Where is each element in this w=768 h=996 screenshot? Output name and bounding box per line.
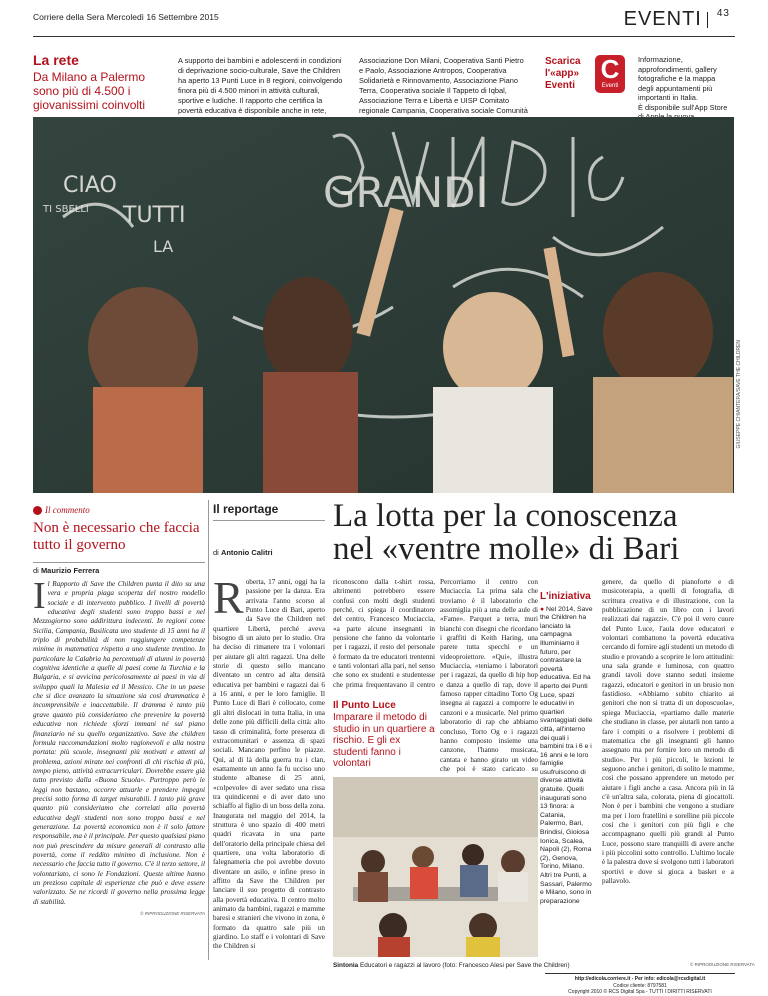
footer-copyright xyxy=(545,973,735,996)
paper-name: Corriere della Sera xyxy=(33,12,105,22)
main-photo-chalkboard xyxy=(33,117,734,493)
commento-body: Il Rapporto di Save the Children punta il dito su una vera e propria piaga scoperta del nostro modello sociale e di intervento pubblico. I livelli di povertà educativa degli studenti sono troppo bassi e nel Mezzogiorno sono addirittura indecenti. In regioni come Sicilia, Campania, Basilicata uno studente di 15 anni ha il triplo di probabilità di non raggiungere competenze minime in matematica rispetto a uno studente trentino. In particolare la Calabria ha percentuali di alunni in povertà cognitiva identiche a quelle di paesi come la Turchia e la Bulgaria, e si avvicina pericolosamente ai paesi in via di sviluppo quali la Malesia ed il Messico. Che in un paese che si dice avanzato la situazione sia così drammatica è incomprensibile e inaccettabile. Il dramma è tanto più grave quanto più consideriamo che prevenire la povertà educativa non richiede sforzi immani né sul piano finanziario né su quello organizzativo. Save the children formula raccomandazioni molto ragionevoli e alla nostra portata: più scuole, insegnanti più motivati e attenti al problema, azioni mirate nei confronti di chi rischia di più, tempo pieno, attività extracurriculari. Dovrebbe essere già tutto previsto dalla «Buona Scuola». Purtroppo però le leggi non bastano, occorre attuarle e prendere impegni precisi sotto forma di target misurabili. I tanto più grave quanto più consideriamo che correlati alla povertà educativa degli studenti non sono troppo bassi e nel generazione. La povertà economica non è il solo fattore responsabile, ma è il principale. Per questo qualsiasi piano non può prescindere da misure generali di contrasto alla povertà, come il reddito minimo di inclusione. Non è necessario che faccia tutto il governo. C'è il terzo settore, il volontariato, ci sono le Fondazioni. Queste ultime hanno un prezioso capitale di esperienze che può e deve essere valorizzato. Se ne ricordi il governo nella prossima legge di stabilità. © RIPRODUZIONE RISERVATA xyxy=(33,575,205,917)
rete-subtitle: Da Milano a Palermo sono più di 4.500 i giovanissimi coinvolti xyxy=(33,70,146,112)
caption-label: Sintonia xyxy=(333,962,359,969)
page-number: 43 xyxy=(716,8,730,19)
footer-rights: Copyright 2010 © RCS Digital Spa - TUTTI I DIRITTI RISERVATI xyxy=(568,989,712,995)
rete-title: La rete xyxy=(33,52,79,68)
reportage-col2: riconoscono dalla t-shirt rossa, altrimenti potrebbero essere confusi con molti degli studenti perché, ci spiega il coordinatore del centro, Francesco Muciaccia, «a parte alcune insegnanti in pensione che fanno da volontarie per i ragazzi, il resto del personale è formato da tre educatori trentenni e tanti volontari alla pari, nel senso che sono ex studenti e studentesse che prima frequentavano il centro xyxy=(333,578,435,689)
photo-caption xyxy=(333,962,593,969)
header-paper-date xyxy=(33,12,219,22)
footer-link[interactable]: http://edicola.corriere.it - Per info: edicola@rcsdigital.it xyxy=(574,976,706,982)
eventi-app-icon[interactable] xyxy=(595,55,625,93)
punto-luce-title: Il Punto Luce xyxy=(333,700,396,711)
app-icon-label: Eventi xyxy=(601,83,619,89)
app-promo-info: Informazione, approfondimenti, gallery fotografiche e la mappa degli appuntamenti più importanti in Italia. È disponibile sull'App Store xyxy=(638,55,728,112)
reportage-col1: Roberta, 17 anni, oggi ha la passione per la danza. Era arrivata l'anno scorso al Punto Luce di Bari, aperto da Save the Children nel quartiere Libertà, perché aveva bisogno di un aiuto per lo studio. Ora ha deciso di rimanere tra i volontari per aiutare gli altri ragazzi. Una delle storie di questo sello mancano diventato un centro ad alta densità educativa per bambini e ragazzi dai 6 a 16 anni, e per le loro famiglie. Il Punto Luce di Bari è collocato, come gli altri dislocati in tutta Italia, in una delle zone più difficili della città: alto tasso di criminalità, forte presenza di extracomunitari e assenza di spazi sociali. Mancano perfino le piazze. Qui, al di là della guerra tra i clan, esattamente un anno fa fu ucciso uno studente albanese di 25 anni, «colpevole» di aver sedato una rissa tra quindicenni e di aver dato uno schiaffo al figlio di un boss della zona. Inaugurata nel maggio del 2014, la struttura è uno spazio di 400 metri quadri ricavata in una parte dell'oratorio della principale chiesa del quartiere, una volta laboratorio di falegnameria che poi avrebbe dovuto diventare un asilo, e infine preso in affitto da Save the Children per lanciare il suo progetto di contrasto alla povertà educativa. Il centro molto animato da bambini, ragazzi e mamme baresi e stranieri che vivono in zona, è formato da quattro sale più un giardino. Lo staff e i volontari di Save the Children si xyxy=(213,578,325,951)
rete-text-col1: A supporto dei bambini e adolescenti in condizioni di deprivazione socio-culturale, Save the Children ha aperto 13 Punti Luce in 8 regioni, coinvolgendo finora più di 4.500 minori in attività culturali, sportive e ludiche. Il rapporto che certifica la povertà educativa è disponibile anche in rete, xyxy=(178,56,343,115)
commento-title: Non è necessario che faccia tutto il governo xyxy=(33,520,200,553)
reportage-copyright: © RIPRODUZIONE RISERVATA xyxy=(690,962,755,967)
iniziativa-text: ● Nel 2014, Save the Children ha lanciato la campagna Illuminiamo il futuro, per contrastare la povertà educativa. Ed ha aperto dei Punti Luce, spazi educativi in quartieri svantaggiati delle città, all'interno dei quali i bambini tra i 6 e i 16 anni e le loro famiglie usufruiscono di diverse attività gratuite. Quelli inaugurati sono 13 finora: a Catania, Palermo, Bari, Brindisi, Gioiosa Ionica, Scalea, Napoli (2), Roma (2), Genova, Torino, Milano. Altri tre Punti, a Sassari, Palermo e Milano, sono in preparazione xyxy=(540,605,593,905)
rete-text-col2: Associazione Don Milani, Cooperativa Santi Pietro e Paolo, Associazione Antropos, Cooperativa Solidarietà e Rinnovamento, Associazione Piano Terra, Cooperativa sociale Il Tappeto di Iqbal, Associazione Terra e Libertà e UISP Comitato regionale Campania, Cooperativa sociale Comunità xyxy=(359,56,528,115)
reportage-byline: di Antonio Calitri xyxy=(213,548,273,557)
issue-date: Mercoledì 16 Settembre 2015 xyxy=(106,12,219,22)
commento-rule xyxy=(33,562,205,563)
reportage-headline: La lotta per la conoscenza nel «ventre molle» di Bari xyxy=(333,498,680,567)
app-icon-letter: C xyxy=(600,54,620,84)
commento-bullet-icon xyxy=(33,506,42,515)
commento-dropcap: I xyxy=(33,575,46,617)
commento-label: Il commento xyxy=(33,505,90,515)
board-word-1: CIAO xyxy=(63,173,117,198)
classroom-illustration xyxy=(333,777,538,957)
punto-luce-subtitle: Imparare il metodo di studio in un quartiere a rischio. E gli ex studenti fanno i volontari xyxy=(333,712,435,769)
footer-client: Codice cliente: 8797581 xyxy=(613,982,667,989)
section-header xyxy=(624,8,730,31)
reportage-rule xyxy=(213,520,325,521)
reportage-label: Il reportage xyxy=(213,502,279,516)
iniziativa-box xyxy=(540,593,594,906)
chalkboard-illustration xyxy=(33,117,734,493)
board-word-2: TUTTI xyxy=(123,203,186,228)
reportage-col4: genere, da quello di pianoforte e di musicoterapia, a quelli di fotografia, di scrittura creativa e di illustrazione, con la pubblicazione di un libro con i lavori realizzati dai ragazzi». C'è poi il vero cuore del Punto Luce, l'aula dove educatori e volontari combattono la povertà educativa cercando di fornire agli studenti un metodo di studio e provando a scoprire le loro attitudini: una sala grande e luminosa, con quattro grandi tavoli dove stanno seduti insieme ragazzi, educatori e genitori in un brusio non fastidioso. «Abbiamo subito chiarito ai genitori che non si tratta di un doposcuola», spiega Muciaccia, «partiamo dalle materie che studiano in classe, per aiutarli non tanto a fare i compiti o a risolvere i problemi di matematica che gli insegnanti gli hanno assegnato ma per fornire loro un metodo di studio». Per i più piccoli, le lezioni le seguono anche i genitori, di solito le mamme, così che possano apprendere un metodo per aiutare i figli anche a casa. Ancora più in là c'è un'altra sala, colorata, piena di giocattoli. Non è per i bambini che vengono a studiare ma per i loro fratellini e sorelline più piccole così che i genitori con più figli e che accompagnano quelli più grandi al Punto Luce, possono stare tranquilli di avere anche i più piccolini sotto controllo. L'ultimo locale è la palestra dove si svolgono tutti i laboratori sportivi e dove si gioca a basket e a pallavolo. xyxy=(602,578,734,885)
board-word-4: LA xyxy=(153,237,174,256)
classroom-photo xyxy=(333,777,538,957)
board-word-main: GRANDI xyxy=(323,168,488,217)
photo-credit: GIUSEPPE CHIANTERA/SAVE THE CHILDREN xyxy=(736,340,742,449)
caption-text: Educatori e ragazzi al lavoro (foto: Francesco Alesi per Save the Children) xyxy=(360,962,570,969)
app-promo-label: Scarica l'«app» Eventi xyxy=(545,56,581,91)
reportage-dropcap: R xyxy=(213,578,244,623)
section-name: EVENTI xyxy=(623,8,702,30)
board-word-3: TI SBELLI xyxy=(43,204,89,215)
header-rule xyxy=(33,36,735,37)
reportage-col3: Percorriamo il centro con Muciaccia. La prima sala che troviamo è il laboratorio che assomiglia più a una delle aule di «Fame». Parquet a terra, muri bianchi con disegni che ricordano i graffiti di Keith Haring, una parete tutta specchi e un videoproiettore. «Qui», illustra Muciaccia, «teniamo i laboratori per i ragazzi, da quello di hip hop e danza a quello di rap, dove il famoso rapper cittadino Torto Og insegna ai ragazzi a comporre le canzoni e a musicarle. Nel primo laboratorio di rap che abbiamo concluso, Torto Og e i ragazzi hanno composto insieme una canzone, l'hanno musicata, cantata e hanno girato un video che poi è stato caricato su xyxy=(440,578,538,773)
column-divider xyxy=(208,500,209,960)
iniziativa-title: L'iniziativa xyxy=(540,591,591,602)
commento-byline: di Maurizio Ferrera xyxy=(33,566,100,575)
